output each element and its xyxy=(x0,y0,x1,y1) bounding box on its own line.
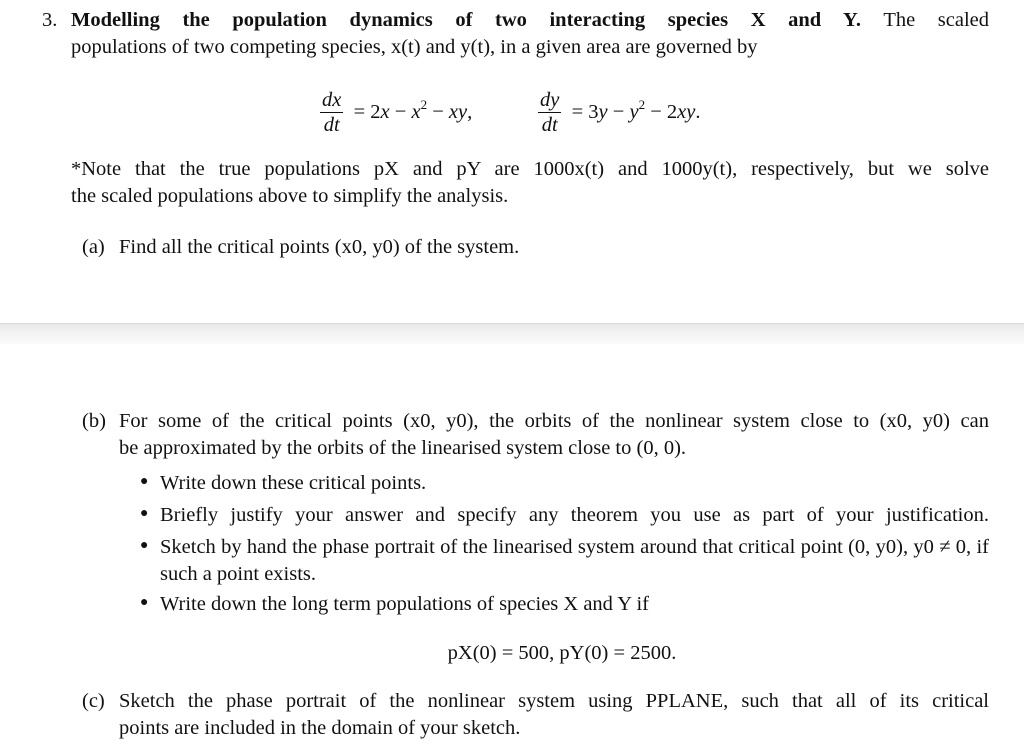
part-b-line2: be approximated by the orbits of the linearised system close to (0, 0). xyxy=(119,437,687,459)
part-b-bullet-3: Sketch by hand the phase portrait of the linearised system around that critical point (0, y0), y0 ≠ 0, if such a point exists. xyxy=(160,536,989,585)
question-number: 3. xyxy=(42,9,58,31)
part-a-label: (a) xyxy=(82,236,105,258)
bullet-icon: ● xyxy=(140,538,149,553)
bullet-icon: ● xyxy=(140,474,149,489)
part-c-line1: Sketch the phase portrait of the nonlinear system using PPLANE, such that all of its critical xyxy=(119,690,989,712)
bullet-icon: ● xyxy=(140,506,149,521)
note-line1: *Note that the true populations pX and pY are 1000x(t) and 1000y(t), respectively, but we solve xyxy=(71,158,989,180)
question-intro-line2: populations of two competing species, x(t) and y(t), in a given area are governed by xyxy=(71,36,758,58)
part-c-label: (c) xyxy=(82,690,105,712)
part-b-bullet-4: Write down the long term populations of species X and Y if xyxy=(160,593,649,615)
equation-dx: $\frac{dx}{dt}$ = $2x - x^2$ − xy, xyxy=(322,89,473,136)
part-a-text: Find all the critical points (x0, y0) of the system. xyxy=(119,236,520,258)
question-intro-rest: The scaled xyxy=(883,9,990,31)
question-intro-line1 xyxy=(71,7,989,33)
initial-conditions: pX(0) = 500, pY(0) = 2500. xyxy=(447,642,677,664)
part-b-bullet-2: Briefly justify your answer and specify any theorem you use as part of your justification. xyxy=(160,504,989,526)
section-divider xyxy=(0,323,1024,344)
note-line2: the scaled populations above to simplify the analysis. xyxy=(71,185,509,207)
part-b-bullet-1: Write down these critical points. xyxy=(160,472,427,494)
part-c-line2: points are included in the domain of your sketch. xyxy=(119,717,521,739)
part-b-label: (b) xyxy=(82,410,106,432)
part-b-line1: For some of the critical points (x0, y0), the orbits of the nonlinear system close to (x0, y0) can xyxy=(119,410,989,432)
question-title: Modelling the population dynamics of two interacting species X and Y. xyxy=(71,9,862,31)
equation-dy: $\frac{dy}{dt}$ = $3y - y^2 - 2xy$. xyxy=(540,89,701,136)
bullet-icon: ● xyxy=(140,595,149,610)
